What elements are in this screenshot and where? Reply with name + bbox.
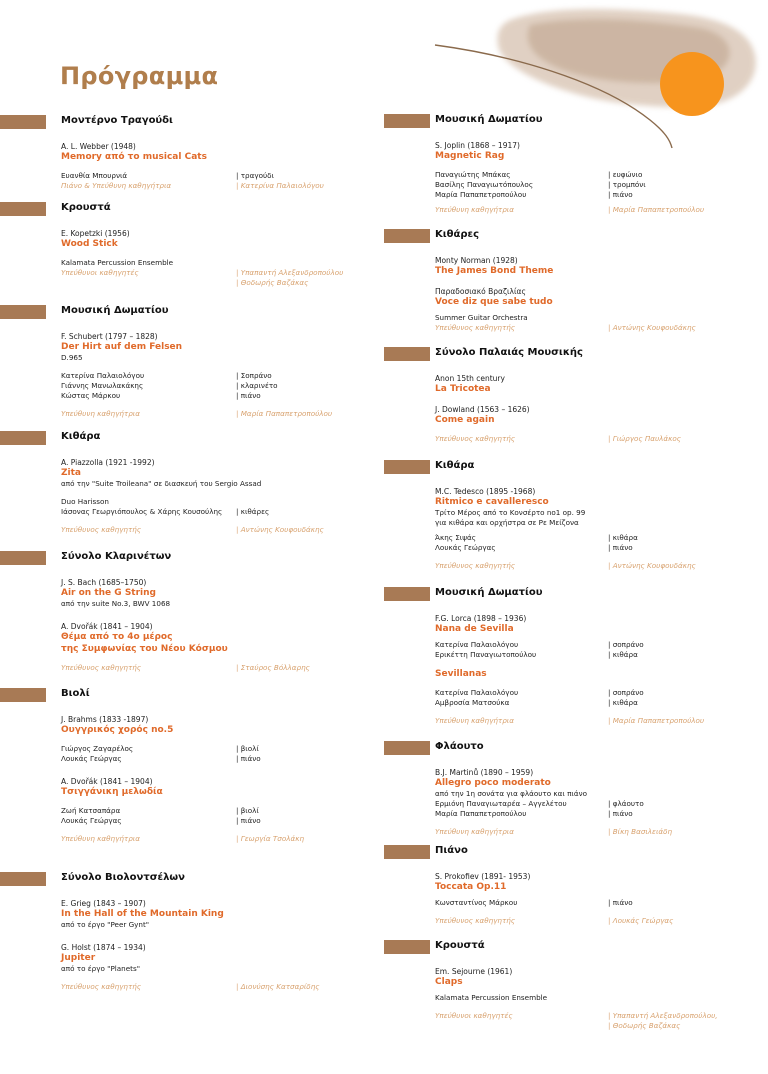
spacer (61, 363, 374, 371)
work-title: Memory από το musical Cats (61, 152, 207, 162)
teacher-role: Υπεύθυνη καθηγήτρια (435, 716, 514, 725)
instrument: | φλάουτο (608, 799, 644, 808)
performer-row (435, 698, 758, 708)
work-title: The James Bond Theme (435, 266, 554, 276)
section-body (435, 369, 758, 444)
teacher-name: | Αντώνης Κουφουδάκης (236, 525, 324, 534)
composer-line: A. Piazzolla (1921 -1992) (61, 458, 155, 467)
instrument: | Σοπράνο (236, 371, 272, 380)
work-title: Air on the G String (61, 588, 156, 598)
work-title: Nana de Sevilla (435, 624, 514, 634)
teacher-role: Υπεύθυνοι καθηγητές (61, 268, 139, 277)
performer-name: Ζωή Κατσαπάρα (61, 806, 121, 815)
work-title: της Συμφωνίας του Νέου Κόσμου (61, 644, 228, 654)
section-marker (0, 872, 46, 886)
composer-line: A. Dvořák (1841 – 1904) (61, 622, 153, 631)
section-title: Κιθάρα (435, 460, 475, 471)
teacher-name: | Σταύρος Βόλλαρης (236, 663, 310, 672)
instrument: | κιθάρα (608, 698, 638, 707)
work-title: Τσιγγάνικη μελωδία (61, 787, 163, 797)
instrument: | βιολί (236, 806, 259, 815)
teacher-role: Υπεύθυνος καθηγητής (61, 663, 142, 672)
teacher-row (435, 1021, 758, 1031)
teacher-name: | Μαρία Παπαπετροπούλου (608, 716, 705, 725)
composer-line: Παραδοσιακό Βραζιλίας (435, 287, 526, 296)
section-title: Φλάουτο (435, 741, 484, 752)
section-body (435, 251, 758, 333)
work-title: Der Hirt auf dem Felsen (61, 342, 183, 352)
teacher-row (435, 205, 758, 215)
instrument: | κιθάρα (608, 533, 638, 542)
spacer (435, 553, 758, 561)
composer-line: J. S. Bach (1685–1750) (61, 578, 147, 587)
instrument: | πιάνο (608, 190, 633, 199)
spacer (435, 1003, 758, 1011)
instrument: | τρομπόνι (608, 180, 646, 189)
performer-row (435, 190, 758, 200)
section-marker (384, 587, 430, 601)
section-body (61, 137, 374, 191)
work-title: Sevillanas (435, 669, 487, 679)
work-note: για κιθάρα και ορχήστρα σε Ρε Μείζονα (435, 518, 579, 527)
work-title: Jupiter (61, 953, 96, 963)
section-marker (0, 431, 46, 445)
spacer (61, 163, 374, 171)
performer-name: Γιάννης Μανωλακάκης (61, 381, 144, 390)
performer-name: Μαρία Παπαπετροπούλου (435, 809, 527, 818)
instrument: | σοπράνο (608, 640, 644, 649)
composer-line: E. Grieg (1843 – 1907) (61, 899, 146, 908)
work-title: Toccata Op.11 (435, 882, 507, 892)
teacher-role: Υπεύθυνη καθηγήτρια (435, 827, 514, 836)
section-title: Μοντέρνο Τραγούδι (61, 115, 173, 126)
section-body (435, 962, 758, 1031)
instrument: | ευφώνιο (608, 170, 643, 179)
section-body (61, 327, 374, 419)
work-title: La Tricotea (435, 384, 491, 394)
teacher-role: Υπεύθυνος καθηγητής (435, 916, 516, 925)
teacher-role: Υπεύθυνη καθηγήτρια (435, 205, 514, 214)
teacher-name: | Αντώνης Κουφουδάκης (608, 323, 696, 332)
work-title: Θέμα από το 4ο μέρος (61, 632, 173, 642)
section-body (435, 867, 758, 926)
work-note: Τρίτο Μέρος από το Κονσέρτο no1 op. 99 (435, 508, 586, 517)
performer-name: Λουκάς Γεώργας (435, 543, 496, 552)
spacer (61, 736, 374, 744)
performer-row (435, 993, 758, 1003)
section-marker (384, 741, 430, 755)
spacer (435, 708, 758, 716)
section-title: Μουσική Δωματίου (61, 305, 169, 316)
teacher-row (61, 268, 374, 278)
teacher-name: | Διονύσης Κατσαρίδης (236, 982, 320, 991)
spacer (435, 162, 758, 170)
performer-row (435, 650, 758, 660)
orange-circle (660, 52, 724, 116)
section-title: Κρουστά (435, 940, 485, 951)
work-title: In the Hall of the Mountain King (61, 909, 224, 919)
performer-row (435, 533, 758, 543)
section-marker (0, 115, 46, 129)
spacer (435, 819, 758, 827)
instrument: | πιάνο (236, 391, 261, 400)
performer-name: Παναγιώτης Μπάκας (435, 170, 511, 179)
instrument: | σοπράνο (608, 688, 644, 697)
work-note: από την 1η σονάτα για φλάουτο και πιάνο (435, 789, 588, 798)
teacher-row (435, 916, 758, 926)
spacer (61, 798, 374, 806)
work-title: Wood Stick (61, 239, 118, 249)
teacher-name: | Αντώνης Κουφουδάκης (608, 561, 696, 570)
performer-name: Λουκάς Γεώργας (61, 816, 122, 825)
work-note: από την suite No.3, BWV 1068 (61, 599, 171, 608)
teacher-row (435, 716, 758, 726)
composer-line: Monty Norman (1928) (435, 256, 518, 265)
section-title: Μουσική Δωματίου (435, 587, 543, 598)
instrument: | πιάνο (608, 809, 633, 818)
performer-row (435, 170, 758, 180)
teacher-name: | Γιώργος Παυλάκος (608, 434, 682, 443)
section-title: Βιολί (61, 688, 90, 699)
work-title: Magnetic Rag (435, 151, 505, 161)
teacher-name: | Υπαπαντή Αλεξανδροπούλου, (608, 1011, 718, 1020)
section-body (61, 224, 374, 288)
work-title: Claps (435, 977, 463, 987)
work-title: Zita (61, 468, 81, 478)
section-title: Κιθάρες (435, 229, 480, 240)
work-title: Ουγγρικός χορός no.5 (61, 725, 174, 735)
teacher-name: | Λουκάς Γεώργας (608, 916, 674, 925)
performer-name: Duo Harisson (61, 497, 109, 506)
spacer (435, 426, 758, 434)
section-marker (384, 229, 430, 243)
section-marker (384, 845, 430, 859)
performer-name: Αμβροσία Ματσούκα (435, 698, 510, 707)
composer-line: A. Dvořák (1841 – 1904) (61, 777, 153, 786)
performer-row (61, 816, 374, 826)
section-title: Μουσική Δωματίου (435, 114, 543, 125)
teacher-role: Υπεύθυνη καθηγήτρια (61, 409, 140, 418)
performer-row (61, 806, 374, 816)
performer-name: Kalamata Percussion Ensemble (61, 258, 174, 267)
teacher-name: | Μαρία Παπαπετροπούλου (608, 205, 705, 214)
work-note: από την "Suite Troileana" σε διασκευή του Sergio Assad (61, 479, 262, 488)
composer-line: J. Dowland (1563 – 1626) (435, 405, 530, 414)
performer-name: Γιώργος Ζαγαρέλος (61, 744, 134, 753)
composer-line: Em. Sejourne (1961) (435, 967, 513, 976)
performer-name: Λουκάς Γεώργας (61, 754, 122, 763)
teacher-role: Υπεύθυνος καθηγητής (435, 434, 516, 443)
work-title: Voce diz que sabe tudo (435, 297, 553, 307)
work-title: Ritmico e cavalleresco (435, 497, 549, 507)
performer-row (61, 371, 374, 381)
instrument: | πιάνο (236, 754, 261, 763)
teacher-row (61, 409, 374, 419)
teacher-row (61, 834, 374, 844)
teacher-role: Υπεύθυνος καθηγητής (435, 323, 516, 332)
composer-line: J. Brahms (1833 -1897) (61, 715, 149, 724)
teacher-row (435, 323, 758, 333)
teacher-row (61, 982, 374, 992)
teacher-name: | Θοδωρής Βαζάκας (236, 278, 309, 287)
performer-name: Κατερίνα Παλαιολόγου (435, 688, 519, 697)
composer-line: Anon 15th century (435, 374, 505, 383)
performer-row (435, 688, 758, 698)
teacher-name: | Γεωργία Τσολάκη (236, 834, 305, 843)
section-body (435, 763, 758, 837)
performer-name: Βασίλης Παναγιωτόπουλος (435, 180, 534, 189)
instrument: | κλαρινέτο (236, 381, 278, 390)
section-marker (384, 114, 430, 128)
performer-row (61, 744, 374, 754)
teacher-name: | Υπαπαντή Αλεξανδροπούλου (236, 268, 344, 277)
teacher-role: Υπεύθυνοι καθηγητές (435, 1011, 513, 1020)
section-body (435, 609, 758, 726)
performer-name: Κατερίνα Παλαιολόγου (61, 371, 145, 380)
spacer (435, 680, 758, 688)
performer-row (61, 258, 374, 268)
spacer (435, 660, 758, 668)
teacher-name: | Κατερίνα Παλαιολόγου (236, 181, 324, 190)
spacer (61, 764, 374, 772)
performer-name: Ερμιόνη Παναγιωταρέα – Αγγελέτου (435, 799, 567, 808)
teacher-role: Υπεύθυνος καθηγητής (61, 982, 142, 991)
performer-name: Ευανθία Μπουρνιά (61, 171, 128, 180)
teacher-row (61, 525, 374, 535)
composer-line: M.C. Tedesco (1895 -1968) (435, 487, 536, 496)
work-note: από το έργο "Peer Gynt" (61, 920, 150, 929)
performer-name: Κωνσταντίνος Μάρκου (435, 898, 518, 907)
spacer (61, 401, 374, 409)
teacher-row (61, 278, 374, 288)
section-marker (0, 202, 46, 216)
performer-row (61, 754, 374, 764)
composer-line: E. Kopetzki (1956) (61, 229, 130, 238)
teacher-row (435, 561, 758, 571)
teacher-role: Υπεύθυνη καθηγήτρια (61, 834, 140, 843)
performer-name: Κώστας Μάρκου (61, 391, 121, 400)
section-body (61, 894, 374, 992)
composer-line: S. Prokofiev (1891- 1953) (435, 872, 531, 881)
section-title: Σύνολο Κλαρινέτων (61, 551, 172, 562)
performer-name: Άκης Σιψάς (435, 533, 476, 542)
performer-row (435, 543, 758, 553)
performer-name: Ιάσονας Γεωργιόπουλος & Χάρης Κουσούλης (61, 507, 223, 516)
instrument: | βιολί (236, 744, 259, 753)
section-title: Πιάνο (435, 845, 468, 856)
teacher-row (61, 663, 374, 673)
performer-row (435, 180, 758, 190)
spacer (61, 517, 374, 525)
teacher-name: | Θοδωρής Βαζάκας (608, 1021, 681, 1030)
work-title: Allegro poco moderato (435, 778, 551, 788)
performer-row (435, 809, 758, 819)
instrument: | κιθάρες (236, 507, 270, 516)
composer-line: B.J. Martinů (1890 – 1959) (435, 768, 534, 777)
performer-row (61, 381, 374, 391)
teacher-row (435, 1011, 758, 1021)
page-title: Πρόγραμμα (60, 62, 219, 90)
section-marker (0, 305, 46, 319)
section-body (435, 136, 758, 215)
section-marker (0, 688, 46, 702)
work-title: Come again (435, 415, 495, 425)
work-note: από το έργο "Planets" (61, 964, 141, 973)
composer-line: A. L. Webber (1948) (61, 142, 136, 151)
instrument: | τραγούδι (236, 171, 274, 180)
spacer (435, 277, 758, 282)
instrument: | πιάνο (608, 543, 633, 552)
spacer (61, 826, 374, 834)
performer-row (61, 507, 374, 517)
performer-row (435, 640, 758, 650)
performer-row (61, 391, 374, 401)
section-body (61, 573, 374, 673)
spacer (61, 489, 374, 497)
section-title: Σύνολο Παλαιάς Μουσικής (435, 347, 583, 358)
instrument: | πιάνο (608, 898, 633, 907)
teacher-name: | Βίκη Βασιλειάδη (608, 827, 673, 836)
teacher-row (435, 827, 758, 837)
teacher-role: Πιάνο & Υπεύθυνη καθηγήτρια (61, 181, 172, 190)
teacher-role: Υπεύθυνος καθηγητής (61, 525, 142, 534)
section-title: Κρουστά (61, 202, 111, 213)
section-title: Σύνολο Βιολοντσέλων (61, 872, 185, 883)
performer-name: Κατερίνα Παλαιολόγου (435, 640, 519, 649)
instrument: | κιθάρα (608, 650, 638, 659)
composer-line: F. Schubert (1797 – 1828) (61, 332, 158, 341)
performer-row (435, 898, 758, 908)
instrument: | πιάνο (236, 816, 261, 825)
composer-line: F.G. Lorca (1898 – 1936) (435, 614, 527, 623)
composer-line: G. Holst (1874 – 1934) (61, 943, 146, 952)
section-marker (384, 460, 430, 474)
section-marker (0, 551, 46, 565)
spacer (61, 250, 374, 258)
section-body (435, 482, 758, 571)
section-body (61, 453, 374, 535)
teacher-name: | Μαρία Παπαπετροπούλου (236, 409, 333, 418)
composer-line: S. Joplin (1868 – 1917) (435, 141, 520, 150)
section-body (61, 710, 374, 844)
work-note: D.965 (61, 353, 83, 362)
performer-name: Μαρία Παπαπετροπούλου (435, 190, 527, 199)
teacher-row (61, 181, 374, 191)
performer-name: Kalamata Percussion Ensemble (435, 993, 548, 1002)
performer-name: Ερικέττη Παναγιωτοπούλου (435, 650, 537, 659)
teacher-row (435, 434, 758, 444)
spacer (435, 395, 758, 400)
performer-row (435, 313, 758, 323)
section-title: Κιθάρα (61, 431, 101, 442)
performer-row (61, 497, 374, 507)
section-marker (384, 347, 430, 361)
spacer (61, 930, 374, 938)
spacer (61, 655, 374, 663)
performer-row (61, 171, 374, 181)
performer-name: Summer Guitar Orchestra (435, 313, 528, 322)
spacer (61, 609, 374, 617)
spacer (61, 974, 374, 982)
spacer (435, 908, 758, 916)
performer-row (435, 799, 758, 809)
teacher-role: Υπεύθυνος καθηγητής (435, 561, 516, 570)
section-marker (384, 940, 430, 954)
